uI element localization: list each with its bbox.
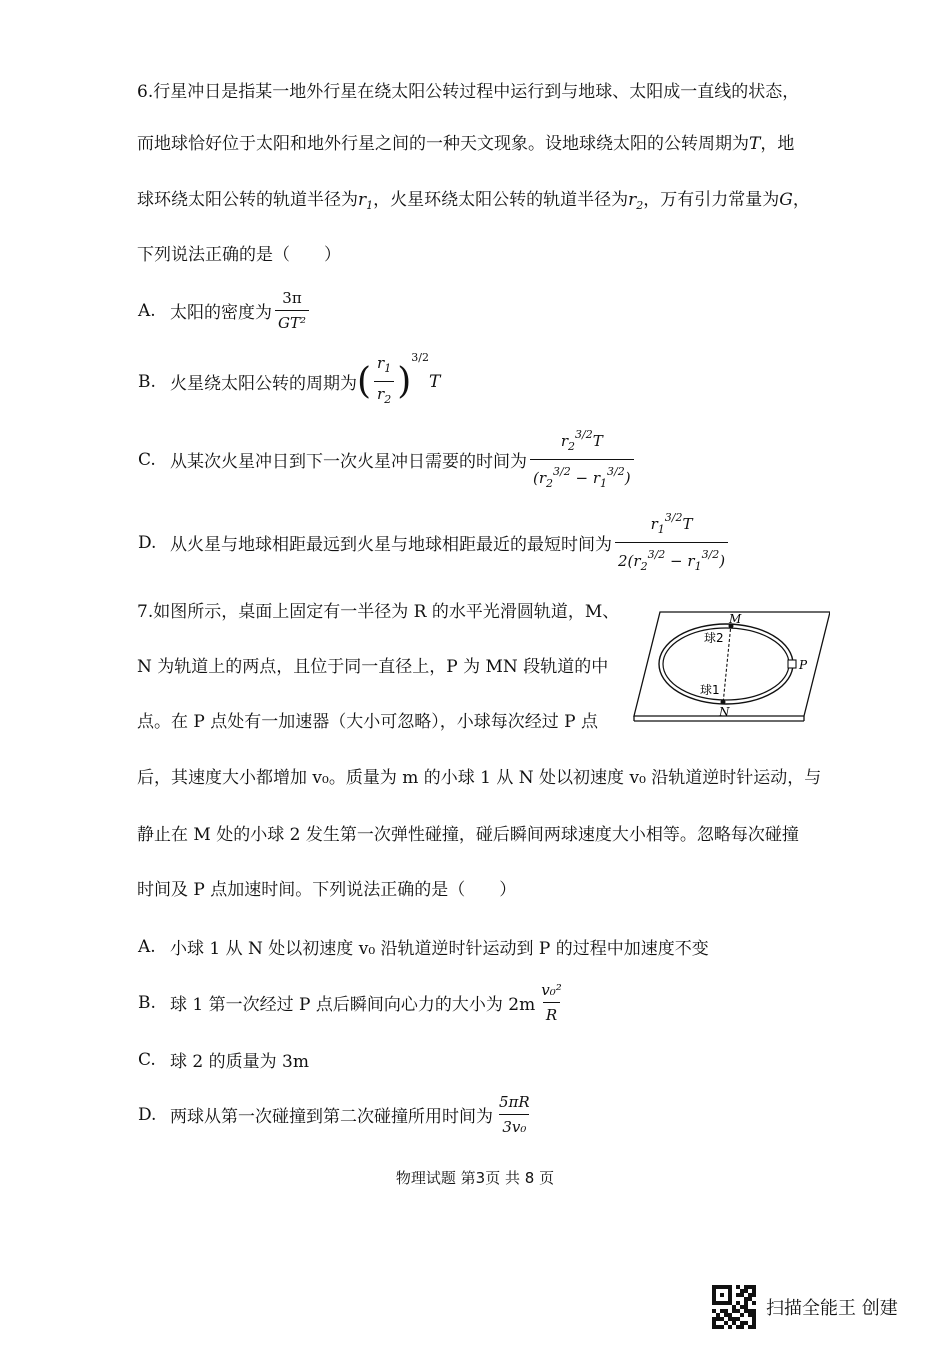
fraction-num: $r_1$ bbox=[377, 354, 392, 375]
exponent: 3/2 bbox=[411, 351, 429, 364]
fraction bbox=[530, 425, 634, 494]
fraction bbox=[538, 980, 565, 1025]
track-outer bbox=[659, 624, 793, 704]
option-text: 小球 1 从 N 处以初速度 v₀ 沿轨道逆时针运动到 P 的过程中加速度不变 bbox=[170, 939, 709, 959]
option-label: A. bbox=[138, 936, 156, 957]
q7-option-c[interactable] bbox=[138, 1047, 309, 1072]
accelerator-p bbox=[788, 660, 796, 668]
q6-line-3-c: ，万有引力常量为 bbox=[643, 190, 780, 210]
fraction-num: v₀² bbox=[541, 981, 562, 999]
symbol-r1: $r_1$ bbox=[358, 190, 374, 212]
paren-right: ) bbox=[397, 360, 412, 402]
option-label: C. bbox=[138, 1049, 156, 1070]
fraction-den: $(r_2^{3/2} - r_1^{3/2})$ bbox=[530, 459, 634, 494]
q7-option-a[interactable] bbox=[138, 934, 709, 959]
scanner-watermark bbox=[712, 1285, 898, 1329]
q7-line-4: 后，其速度大小都增加 v₀。质量为 m 的小球 1 从 N 处以初速度 v₀ 沿轨道逆时针运动，与 bbox=[137, 768, 822, 788]
option-label: B. bbox=[138, 371, 156, 392]
option-label: C. bbox=[138, 449, 156, 470]
fraction-den: R bbox=[543, 1002, 560, 1025]
paren-left: ( bbox=[357, 360, 372, 402]
option-text: 两球从第一次碰撞到第二次碰撞所用时间为 bbox=[170, 1107, 493, 1127]
q7-option-b[interactable] bbox=[138, 980, 568, 1025]
fraction-num: $r_2^{3/2}T$ bbox=[560, 428, 603, 453]
label-ball-1: 球1 bbox=[700, 683, 720, 697]
q6-line-3-a: 球环绕太阳公转的轨道半径为 bbox=[137, 190, 358, 210]
label-p: P bbox=[799, 658, 808, 672]
q6-line-4: 下列说法正确的是（ ） bbox=[137, 245, 341, 265]
q7-line-5: 静止在 M 处的小球 2 发生第一次弹性碰撞，碰后瞬间两球速度大小相等。忽略每次碰撞 bbox=[137, 825, 799, 845]
fraction-num: 5πR bbox=[499, 1093, 530, 1111]
q7-line-3: 点。在 P 点处有一加速器（大小可忽略），小球每次经过 P 点 bbox=[137, 712, 598, 732]
q6-line-1: 6.行星冲日是指某一地外行星在绕太阳公转过程中运行到与地球、太阳成一直线的状态， bbox=[137, 82, 800, 102]
option-text: 球 2 的质量为 3m bbox=[170, 1052, 309, 1072]
q7-option-d[interactable] bbox=[138, 1092, 536, 1137]
fraction bbox=[275, 288, 309, 333]
q6-line-3-b: ，火星环绕太阳公转的轨道半径为 bbox=[373, 190, 629, 210]
fraction-den: $2(r_2^{3/2} - r_1^{3/2})$ bbox=[615, 542, 728, 577]
option-label: A. bbox=[138, 300, 156, 321]
symbol-T: T bbox=[749, 134, 761, 154]
track-figure bbox=[628, 604, 830, 722]
fraction bbox=[496, 1092, 533, 1137]
q6-option-c[interactable] bbox=[138, 425, 637, 494]
option-text: 太阳的密度为 bbox=[170, 303, 272, 323]
label-ball-2: 球2 bbox=[704, 631, 724, 645]
ball-1 bbox=[721, 700, 726, 705]
option-text: 球 1 第一次经过 P 点后瞬间向心力的大小为 2m bbox=[170, 995, 536, 1015]
q6-line-3-d: ， bbox=[792, 190, 810, 210]
q7-line-6: 时间及 P 点加速时间。下列说法正确的是（ ） bbox=[137, 880, 517, 900]
fraction-den: 3v₀ bbox=[499, 1114, 529, 1137]
fraction bbox=[374, 353, 394, 410]
option-text: 从火星与地球相距最远到火星与地球相距最近的最短时间为 bbox=[170, 535, 612, 555]
page-footer: 物理试题 第3页 共 8 页 bbox=[395, 1169, 555, 1187]
fraction-num: 3π bbox=[282, 289, 302, 307]
diameter-mn bbox=[723, 624, 731, 704]
symbol-r2: $r_2$ bbox=[628, 190, 644, 212]
q6-line-3 bbox=[137, 188, 810, 218]
option-text: 从某次火星冲日到下一次火星冲日需要的时间为 bbox=[170, 452, 527, 472]
q6-option-a[interactable] bbox=[138, 288, 312, 333]
option-label: D. bbox=[138, 1104, 157, 1125]
scanner-text: 扫描全能王 创建 bbox=[766, 1298, 898, 1319]
label-m: M bbox=[729, 612, 742, 626]
symbol-G: G bbox=[779, 190, 793, 210]
q6-option-b[interactable] bbox=[138, 353, 440, 410]
symbol-T: T bbox=[428, 371, 441, 392]
q7-line-1: 7.如图所示，桌面上固定有一半径为 R 的水平光滑圆轨道，M、 bbox=[137, 602, 620, 622]
fraction-den: $r_2$ bbox=[374, 381, 394, 410]
option-text: 火星绕太阳公转的周期为 bbox=[170, 374, 357, 394]
fraction-den: GT² bbox=[275, 310, 309, 333]
option-label: B. bbox=[138, 992, 156, 1013]
fraction-num: $r_1^{3/2}T$ bbox=[650, 511, 693, 536]
q6-line-2 bbox=[137, 132, 794, 156]
track-inner bbox=[663, 628, 789, 700]
fraction bbox=[615, 508, 728, 577]
q6-option-d[interactable] bbox=[138, 508, 731, 577]
option-label: D. bbox=[138, 532, 157, 553]
q7-line-2: N 为轨道上的两点，且位于同一直径上，P 为 MN 段轨道的中 bbox=[137, 657, 609, 677]
label-n: N bbox=[719, 705, 730, 719]
q6-line-2-end: ，地 bbox=[760, 134, 795, 154]
q6-line-2-text: 而地球恰好位于太阳和地外行星之间的一种天文现象。设地球绕太阳的公转周期为 bbox=[137, 134, 749, 154]
qr-code-icon bbox=[712, 1285, 756, 1329]
